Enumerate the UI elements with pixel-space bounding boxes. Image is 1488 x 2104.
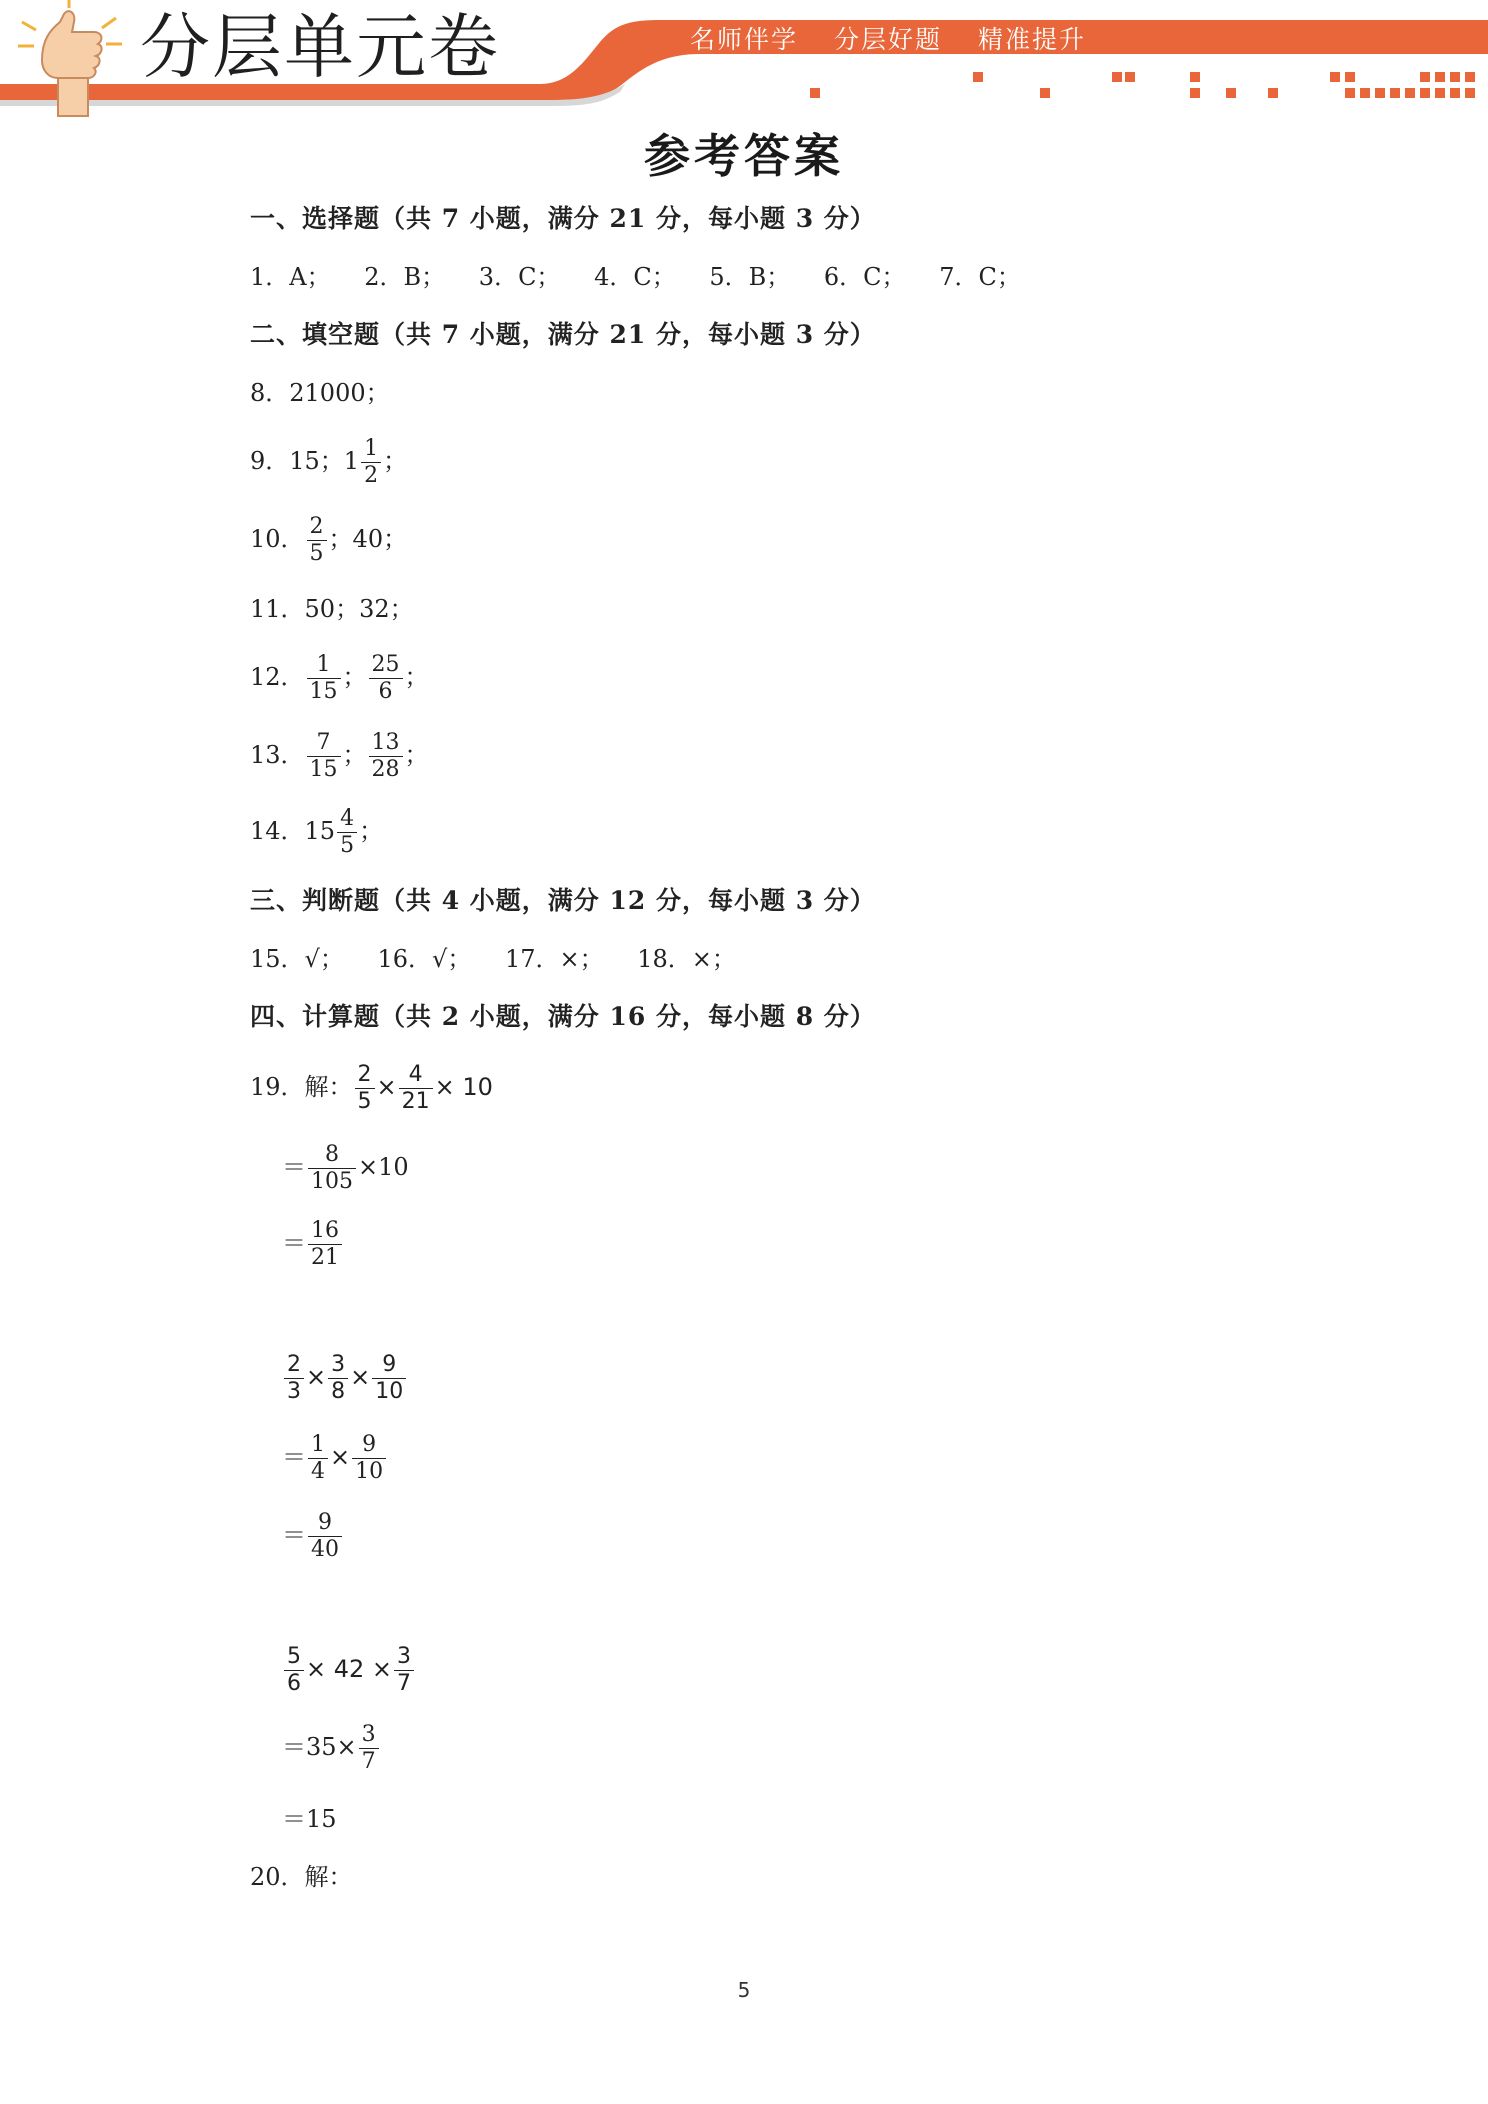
fraction: $\frac{13}{28}$ [369,730,403,783]
section-heading-choice: 一、选择题（共 7 小题，满分 21 分，每小题 3 分） [250,204,876,233]
header-slogan [690,20,1112,56]
section-heading-calc: 四、计算题（共 2 小题，满分 16 分，每小题 8 分） [250,1002,876,1031]
calc-19-step: ＝ $\frac{9}{40}$ [282,1510,344,1563]
fraction: $\frac{3}{7}$ [359,1722,379,1775]
answer-item: 16．√； [377,945,472,973]
judge-answers [250,944,762,974]
answer-item: 2．B； [364,263,446,291]
fill-answer-11: 11．50；32； [250,595,414,623]
slogan-item: 名师伴学 [690,25,799,54]
answer-item: 15．√； [250,945,344,973]
calc-19-step: ＝ $\frac{16}{21}$ [282,1218,344,1271]
fraction: $\frac{3}{7}$ [394,1644,414,1697]
section-heading-judge: 三、判断题（共 4 小题，满分 12 分，每小题 3 分） [250,886,876,915]
fraction: $\frac{7}{15}$ [307,730,341,783]
fraction: $\frac{8}{105}$ [308,1142,356,1195]
fraction: $\frac{5}{6}$ [284,1644,304,1697]
fraction: $\frac{4}{21}$ [399,1062,433,1115]
fraction: $\frac{3}{8}$ [328,1352,348,1405]
calc-19-expression-1: 19．解： $\frac{2}{5}$ × $\frac{4}{21}$ × 10 [250,1062,493,1114]
choice-answers [250,262,1047,292]
calc-19-step: ＝35× $\frac{3}{7}$ [282,1722,381,1775]
fraction: $\frac{16}{21}$ [308,1218,342,1271]
slogan-item: 精准提升 [977,25,1086,54]
answer-item: 18．×； [637,945,736,973]
fraction: $\frac{2}{5}$ [307,514,327,567]
brand-title: 分层单元卷 [140,6,500,88]
answer-item: 4．C； [594,263,676,291]
section-heading-fill: 二、填空题（共 7 小题，满分 21 分，每小题 3 分） [250,320,876,349]
page-number: 5 [737,1978,751,2002]
fraction: $\frac{9}{10}$ [352,1432,386,1485]
calc-20-label: 20．解： [250,1863,353,1891]
fraction: $\frac{9}{10}$ [372,1352,406,1405]
answer-item: 17．×； [504,945,604,973]
calc-19-result: ＝15 [282,1805,337,1833]
fill-answer-9: 9．15；1 $\frac{1}{2}$ ； [250,436,408,488]
answer-item: 3．C； [478,263,561,291]
fill-answer-10: 10． $\frac{2}{5}$ ；40； [250,514,408,566]
fraction: $\frac{2}{3}$ [284,1352,304,1405]
fraction: $\frac{9}{40}$ [308,1510,342,1563]
fraction: $\frac{1}{4}$ [308,1432,328,1485]
fraction: $\frac{1}{2}$ [361,436,381,489]
fill-answer-14: 14．15 $\frac{4}{5}$ ； [250,806,384,858]
fill-answer-12: 12． $\frac{1}{15}$ ； $\frac{25}{6}$ ； [250,652,429,704]
fraction: $\frac{25}{6}$ [369,652,403,705]
calc-19-step: ＝ $\frac{1}{4}$ × $\frac{9}{10}$ [282,1432,388,1485]
page-title: 参考答案 [644,129,844,183]
calc-19-expression-2: $\frac{2}{3}$ × $\frac{3}{8}$ × $\frac{9}{10}$ [282,1352,408,1405]
answer-item: 5．B； [709,263,791,291]
slogan-item: 分层好题 [833,25,942,54]
fill-answer-8: 8．21000； [250,379,390,407]
calc-19-expression-3: $\frac{5}{6}$ × 42 × $\frac{3}{7}$ [282,1644,416,1697]
answer-item: 6．C； [823,263,906,291]
answer-item: 7．C； [939,263,1021,291]
answer-item: 1．A； [250,263,331,291]
thumbs-up-hand-icon [14,0,124,118]
fraction: $\frac{2}{5}$ [355,1062,375,1115]
page-header [0,0,1488,125]
fraction: $\frac{4}{5}$ [337,806,357,859]
calc-19-step: ＝ $\frac{8}{105}$ ×10 [282,1142,409,1194]
fill-answer-13: 13． $\frac{7}{15}$ ； $\frac{13}{28}$ ； [250,730,429,782]
fraction: $\frac{1}{15}$ [307,652,341,705]
